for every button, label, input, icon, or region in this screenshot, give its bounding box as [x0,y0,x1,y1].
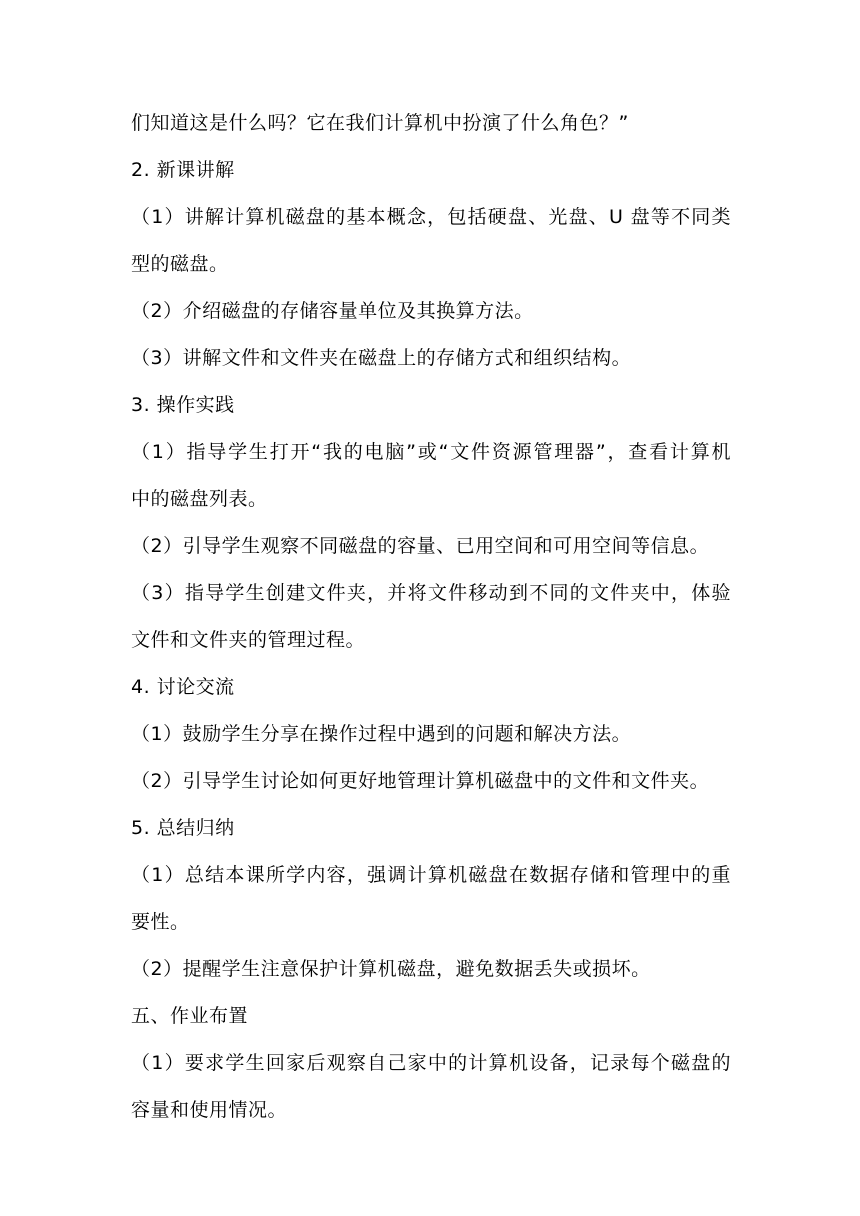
paragraph-line: 要性。 [131,911,190,933]
paragraph-line: 容量和使用情况。 [131,1099,288,1121]
section-heading: 2. 新课讲解 [131,159,235,181]
section-heading: 4. 讨论交流 [131,676,235,698]
paragraph-line: （2）引导学生观察不同磁盘的容量、已用空间和可用空间等信息。 [131,535,710,557]
section-heading: 5. 总结归纳 [131,817,235,839]
document-page [131,108,731,1142]
paragraph-line: （3）指导学生创建文件夹，并将文件移动到不同的文件夹中，体验 [131,582,731,604]
paragraph-line: （1）要求学生回家后观察自己家中的计算机设备，记录每个磁盘的 [131,1052,731,1074]
paragraph-line: （1）总结本课所学内容，强调计算机磁盘在数据存储和管理中的重 [131,864,731,886]
paragraph-line: （1）指导学生打开“我的电脑”或“文件资源管理器”，查看计算机 [131,441,731,463]
paragraph-line: 文件和文件夹的管理过程。 [131,629,366,651]
paragraph-line: （3）讲解文件和文件夹在磁盘上的存储方式和组织结构。 [131,347,632,369]
paragraph-line: （1）鼓励学生分享在操作过程中遇到的问题和解决方法。 [131,723,632,745]
paragraph-line: 中的磁盘列表。 [131,488,268,510]
paragraph-line: 型的磁盘。 [131,253,229,275]
paragraph-line: （1）讲解计算机磁盘的基本概念，包括硬盘、光盘、U 盘等不同类 [131,206,731,228]
paragraph-line: 们知道这是什么吗？它在我们计算机中扮演了什么角色？” [131,112,629,134]
paragraph-line: （2）提醒学生注意保护计算机磁盘，避免数据丢失或损坏。 [131,958,651,980]
section-heading: 五、作业布置 [131,1005,249,1027]
paragraph-line: （2）介绍磁盘的存储容量单位及其换算方法。 [131,300,534,322]
section-heading: 3. 操作实践 [131,394,235,416]
paragraph-line: （2）引导学生讨论如何更好地管理计算机磁盘中的文件和文件夹。 [131,770,710,792]
